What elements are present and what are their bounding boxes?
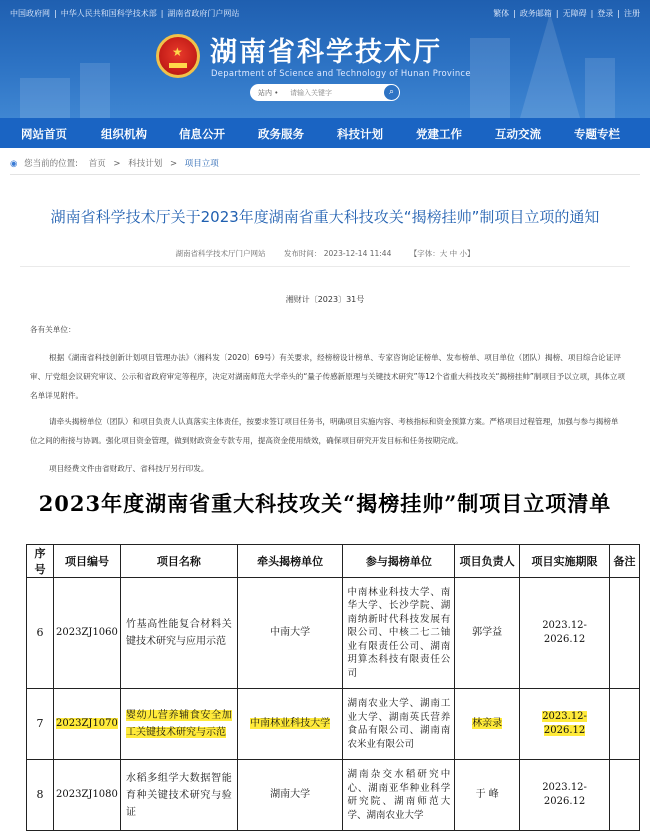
paragraph: 根据《湖南省科技创新计划项目管理办法》（湘科发〔2020〕69号）有关要求，经榜榜设计榜单、专家咨询论证榜单、发布榜单、项目单位（团队）揭榜、项目综合论证评审、厅党组会议研究审议、公示和省政府审定等程序，决定对湖南师范大学牵头的“量子传感新原理与关键技术研究”等12个省重大科技攻关“揭榜挂帅”制项目予以立项，具体立项名单详见附件。	[30, 353, 625, 400]
location-pin-icon: ◉	[10, 159, 18, 169]
breadcrumb-separator: >	[169, 159, 178, 169]
project-leader	[455, 689, 520, 760]
link-separator: |	[590, 9, 594, 18]
table-row	[27, 760, 640, 831]
utility-link[interactable]: 政务邮箱	[519, 9, 552, 18]
highlighted-text: 2023ZJ1070	[56, 718, 118, 729]
project-code	[53, 689, 120, 760]
table-header	[27, 545, 640, 578]
link-separator: |	[617, 9, 620, 18]
salutation: 各有关单位：	[30, 325, 76, 334]
column-header: 备注	[610, 545, 640, 578]
utility-link[interactable]: 繁体	[493, 9, 510, 18]
column-header: 项目实施期限	[520, 545, 610, 578]
nav-home[interactable]: 网站首页	[21, 127, 67, 141]
project-period	[520, 689, 610, 760]
main-nav	[0, 118, 650, 148]
breadcrumb-current[interactable]: 项目立项	[184, 159, 219, 169]
partner-units: 中南林业科技大学、南华大学、长沙学院、湖南纳新时代科技发展有限公司、中核二七二铀业有限责任公司、湖南玥算杰科技有限责任公司	[343, 578, 455, 689]
site-subtitle: Department of Science and Technology of Hunan Province	[211, 68, 471, 78]
paragraph: 项目经费文件由省财政厅、省科技厅另行印发。	[49, 464, 209, 473]
highlighted-text: 婴幼儿营养辅食安全加工关键技术研究与示范	[125, 710, 232, 738]
article-date: 发布时间： 2023-12-14 11:44	[283, 249, 392, 258]
breadcrumb-tech-plan[interactable]: 科技计划	[128, 159, 163, 169]
project-name	[120, 689, 237, 760]
row-number: 7	[27, 689, 54, 760]
highlighted-text: 林亲录	[472, 718, 503, 729]
utility-link[interactable]: 登录	[597, 9, 614, 18]
lead-unit: 中南大学	[237, 578, 343, 689]
search-input[interactable]: 请输入关键字	[290, 89, 332, 97]
nav-party[interactable]: 党建工作	[416, 127, 462, 141]
external-link[interactable]: 中华人民共和国科学技术部	[60, 9, 157, 18]
divider	[20, 266, 630, 267]
search-scope[interactable]: 站内 •	[258, 89, 279, 97]
project-leader: 于 峰	[455, 760, 520, 831]
link-separator: |	[160, 9, 164, 18]
column-header: 项目编号	[53, 545, 120, 578]
breadcrumb-prefix: 您当前的位置:	[24, 159, 78, 169]
paragraph: 请牵头揭榜单位（团队）和项目负责人认真落实主体责任，按要求签订项目任务书，明确项目实施内容、考核指标和资金预算方案。严格项目过程管理，加强与参与揭榜单位之间的衔接与协调。强化项目资金管理，做到财政资金专款专用，提高资金使用绩效，确保项目研究开发目标和任务按期完成。	[30, 417, 619, 445]
article-title: 湖南省科学技术厅关于2023年度湖南省重大科技攻关“揭榜挂帅”制项目立项的通知	[50, 208, 600, 226]
column-header: 牵头揭榜单位	[237, 545, 343, 578]
utility-link[interactable]: 注册	[624, 9, 640, 18]
project-table	[26, 544, 640, 831]
breadcrumb-separator: >	[113, 159, 121, 169]
link-separator: |	[555, 9, 559, 18]
user-links	[489, 8, 640, 19]
lead-unit: 湖南大学	[237, 760, 343, 831]
project-period: 2023.12-2026.12	[520, 578, 610, 689]
partner-units: 湖南农业大学、湖南工业大学、湖南英氏营养食品有限公司、湖南南农米业有限公司	[343, 689, 455, 760]
column-header: 参与揭榜单位	[343, 545, 455, 578]
project-name: 竹基高性能复合材料关键技术研究与应用示范	[120, 578, 237, 689]
site-title[interactable]: 湖南省科学技术厅	[210, 37, 442, 68]
remark	[610, 578, 640, 689]
external-link[interactable]: 湖南省政府门户网站	[167, 9, 240, 18]
font-size-switch[interactable]: 【字体：大 中 小】	[409, 249, 475, 258]
article-meta	[0, 248, 650, 259]
column-header: 项目负责人	[455, 545, 520, 578]
project-leader: 郭学益	[455, 578, 520, 689]
link-separator: |	[54, 9, 57, 18]
nav-special[interactable]: 专题专栏	[574, 127, 620, 141]
remark	[610, 760, 640, 831]
article-source: 湖南省科学技术厅门户网站	[175, 249, 266, 258]
search-icon[interactable]: ⌕	[384, 85, 399, 100]
column-header: 项目名称	[120, 545, 237, 578]
external-links	[10, 8, 243, 19]
lead-unit	[237, 689, 343, 760]
nav-info-public[interactable]: 信息公开	[179, 127, 225, 141]
breadcrumb-home[interactable]: 首页	[88, 159, 106, 169]
row-number: 6	[27, 578, 54, 689]
site-header	[0, 0, 650, 118]
project-code: 2023ZJ1060	[53, 578, 120, 689]
row-number: 8	[27, 760, 54, 831]
document-number: 湘财计〔2023〕31号	[285, 295, 365, 304]
table-row	[27, 578, 640, 689]
list-title: 2023年度湖南省重大科技攻关“揭榜挂帅”制项目立项清单	[38, 491, 612, 516]
utility-link[interactable]: 无障碍	[562, 9, 587, 18]
top-utility-bar	[0, 0, 650, 26]
divider	[10, 174, 640, 175]
nav-interaction[interactable]: 互动交流	[495, 127, 541, 141]
nav-tech-plan[interactable]: 科技计划	[337, 127, 383, 141]
breadcrumb	[10, 157, 219, 169]
nav-organization[interactable]: 组织机构	[101, 127, 147, 141]
highlighted-text: 中南林业科技大学	[250, 718, 331, 729]
project-period: 2023.12-2026.12	[520, 760, 610, 831]
table-row	[27, 689, 640, 760]
column-header: 序号	[27, 545, 54, 578]
project-code: 2023ZJ1080	[53, 760, 120, 831]
remark	[610, 689, 640, 760]
partner-units: 湖南杂交水稻研究中心、湖南亚华种业科学研究院、湖南师范大学、湖南农业大学	[343, 760, 455, 831]
external-link[interactable]: 中国政府网	[10, 9, 50, 18]
national-emblem-icon: ★	[156, 34, 200, 78]
highlighted-text: 2023.12-2026.12	[542, 711, 587, 736]
nav-gov-service[interactable]: 政务服务	[258, 127, 304, 141]
project-name: 水稻多组学大数据智能育种关键技术研究与验证	[120, 760, 237, 831]
search-box[interactable]	[250, 84, 400, 101]
link-separator: |	[513, 9, 516, 18]
